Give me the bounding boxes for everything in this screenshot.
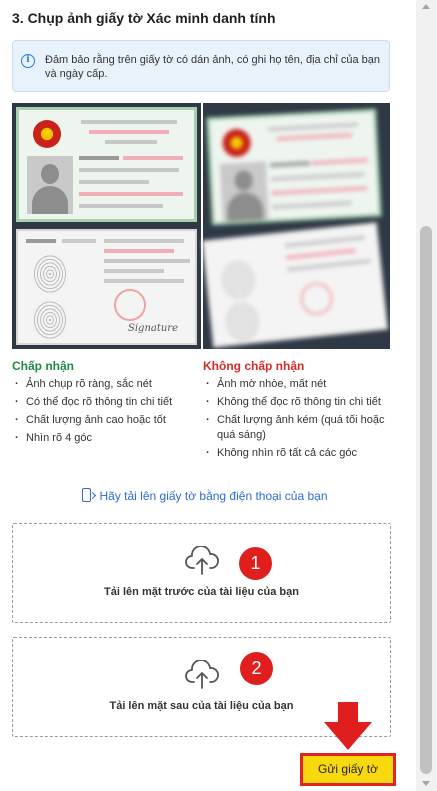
blurry-id-back: [202, 222, 388, 348]
phone-icon: [82, 488, 91, 502]
cloud-upload-icon: [185, 546, 219, 576]
phone-link-label: Hãy tải lên giấy tờ bằng điện thoại của bạn: [99, 489, 328, 503]
signature: Signature: [128, 323, 179, 334]
portrait-photo: [27, 156, 73, 214]
fingerprint-icon: [32, 253, 68, 295]
info-notice: [12, 40, 390, 92]
blurry-id-front: ★: [206, 109, 381, 226]
list-item: · Ảnh mờ nhòe, mất nét: [203, 377, 391, 392]
submit-documents-button[interactable]: Gửi giấy tờ: [300, 753, 396, 786]
accepted-criteria: [12, 359, 200, 449]
step-badge-2: 2: [240, 652, 273, 685]
id-front-sample: [16, 107, 197, 222]
id-back-sample: [16, 229, 197, 345]
list-item: · Chất lượng ảnh cao hoặc tốt: [12, 413, 200, 428]
list-item: · Ảnh chụp rõ ràng, sắc nét: [12, 377, 200, 392]
fingerprint-icon: [32, 299, 68, 341]
stamp-seal: [114, 289, 146, 321]
national-emblem-icon: ★: [33, 120, 61, 148]
accepted-heading: Chấp nhận: [12, 359, 74, 373]
upload-back-label: Tải lên mặt sau của tài liệu của bạn: [109, 700, 294, 712]
section-title: 3. Chụp ảnh giấy tờ Xác minh danh tính: [12, 10, 276, 26]
upload-front-label: Tải lên mặt trước của tài liệu của bạn: [104, 586, 299, 598]
scrollbar-thumb[interactable]: [420, 226, 432, 774]
rejected-sample: [203, 103, 390, 349]
rejected-criteria: [203, 359, 391, 464]
list-item: · Nhìn rõ 4 góc: [12, 431, 200, 446]
cloud-upload-icon: [185, 660, 219, 690]
arrow-down-icon: [322, 700, 374, 752]
scroll-down-arrow-icon[interactable]: [422, 781, 430, 786]
list-item: · Không nhìn rõ tất cả các góc: [203, 446, 391, 461]
list-item: · Không thể đọc rõ thông tin chi tiết: [203, 395, 391, 410]
info-text: Đảm bảo rằng trên giấy tờ có dán ảnh, có ghi họ tên, địa chỉ của bạn và ngày cấp.: [45, 54, 380, 80]
scroll-up-arrow-icon[interactable]: [422, 4, 430, 9]
upload-front-dropzone[interactable]: [12, 523, 391, 623]
list-item: · Có thể đọc rõ thông tin chi tiết: [12, 395, 200, 410]
upload-with-phone-link[interactable]: [0, 488, 410, 503]
rejected-heading: Không chấp nhận: [203, 359, 305, 373]
accepted-sample: [12, 103, 201, 349]
step-badge-1: 1: [239, 547, 272, 580]
info-icon: i: [21, 54, 35, 68]
list-item: · Chất lượng ảnh kém (quá tối hoặc quá sáng): [203, 413, 391, 443]
id-sample-illustration: [12, 103, 390, 349]
